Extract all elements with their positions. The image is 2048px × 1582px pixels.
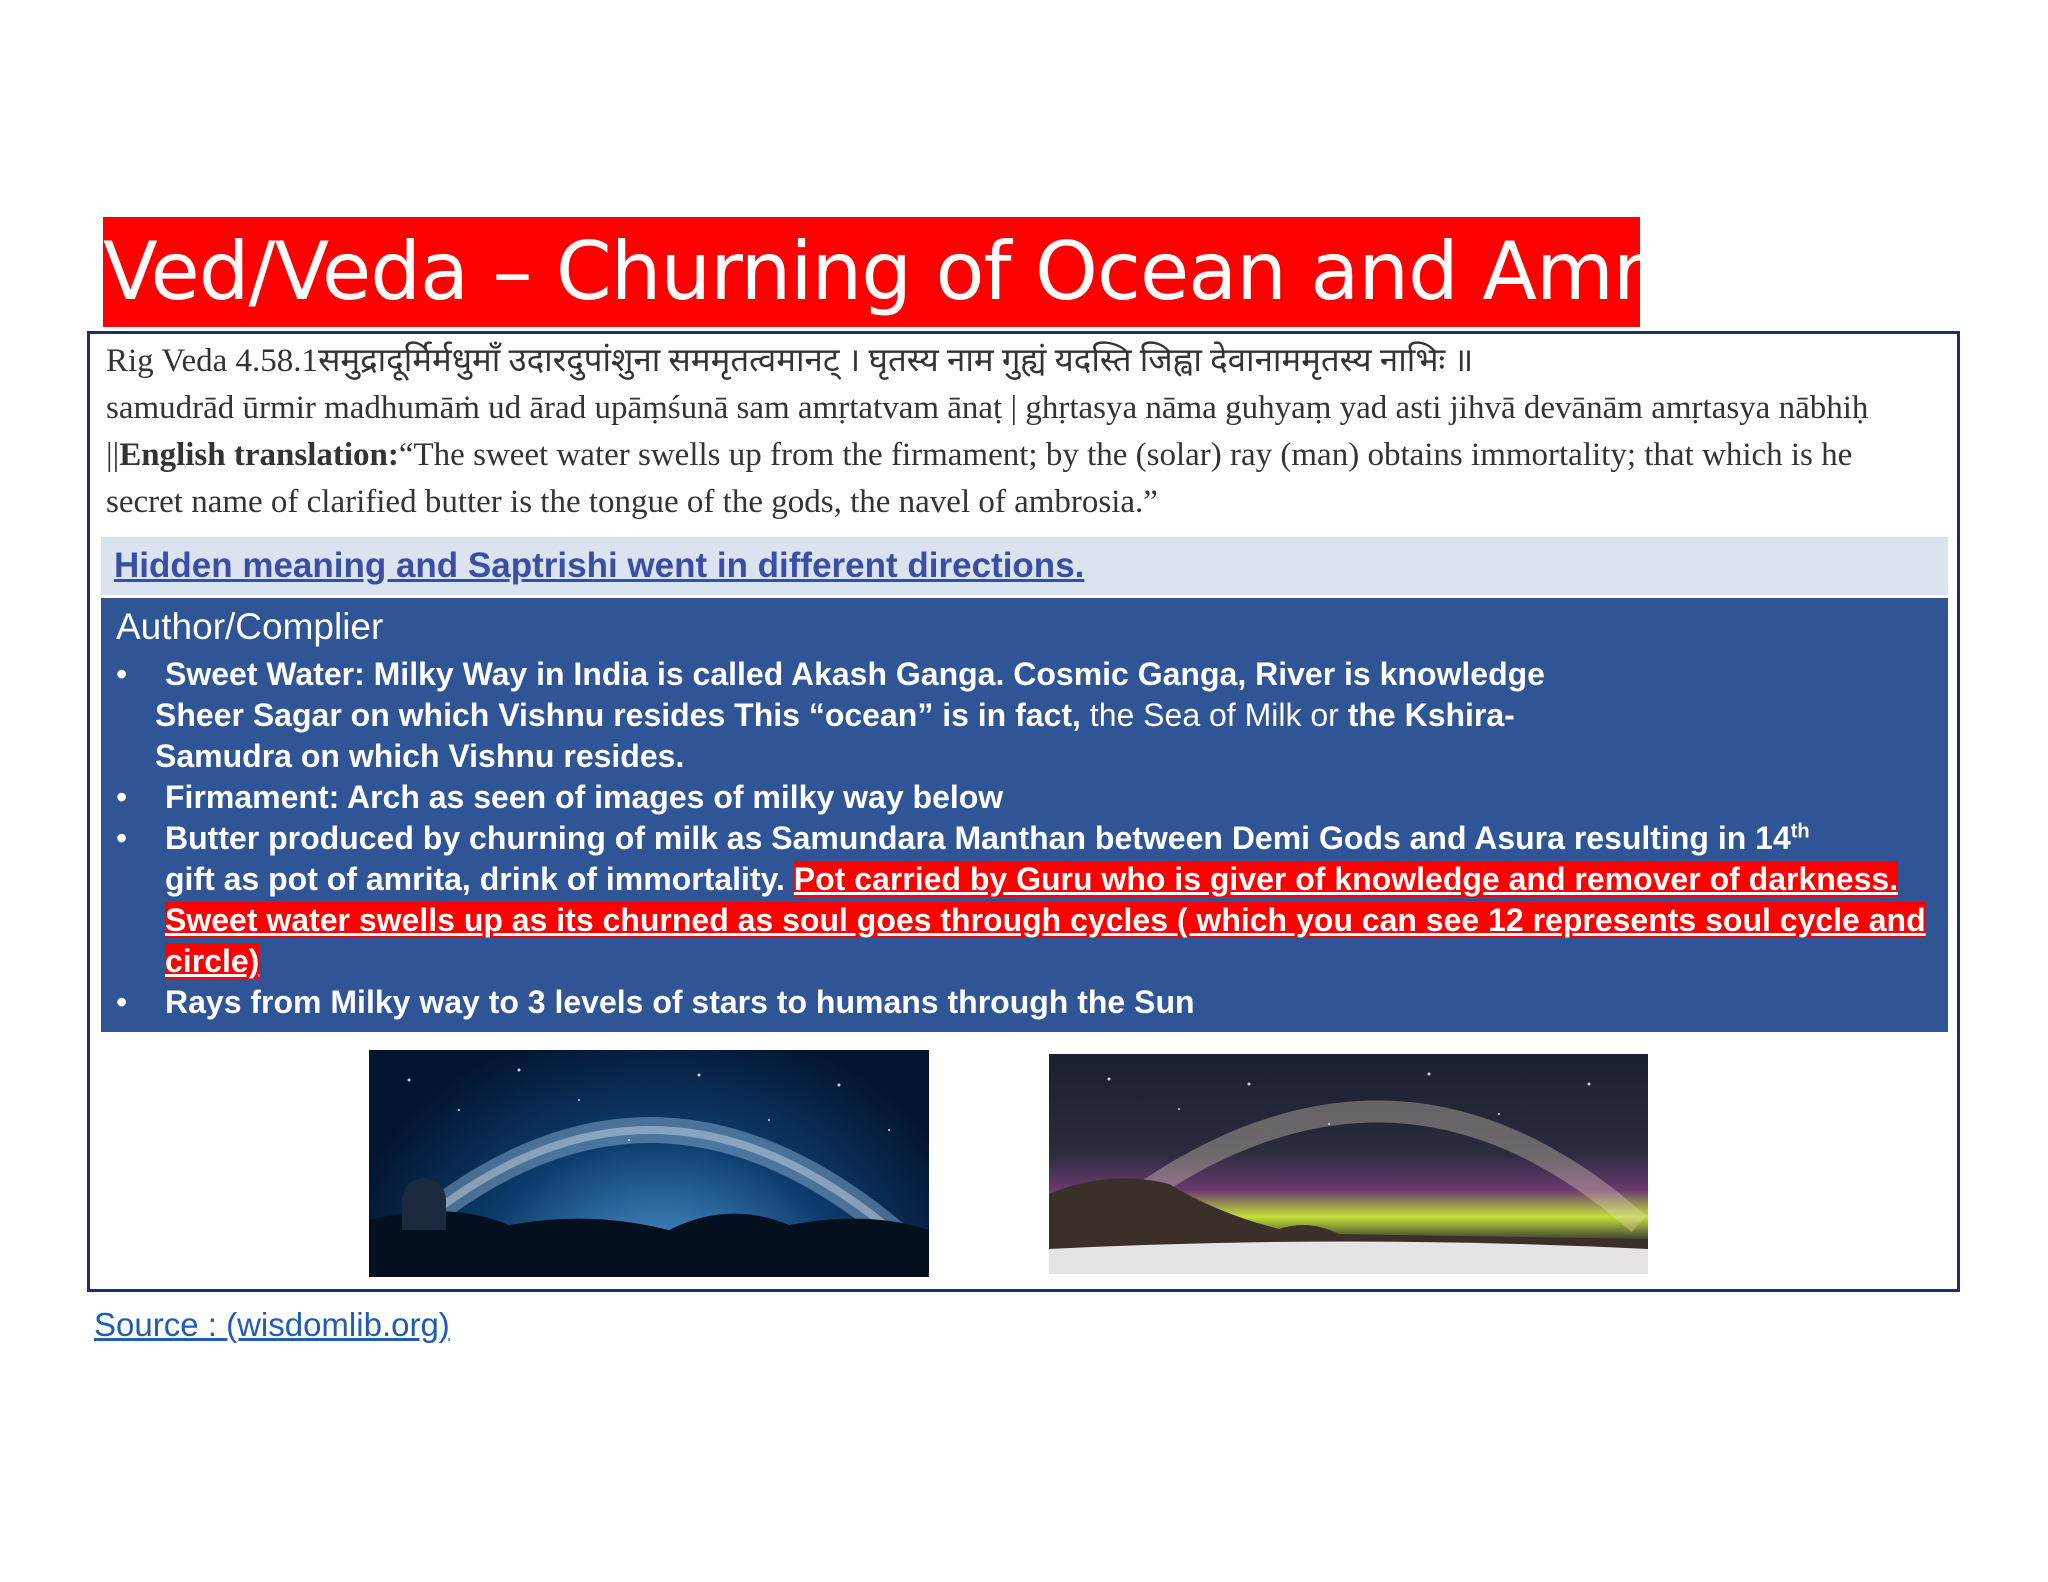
source-link[interactable]: (wisdomlib.org): [226, 1306, 450, 1343]
verse-block: [106, 338, 1936, 526]
bullet-glyph: •: [116, 656, 128, 692]
list-item: [112, 654, 1942, 695]
list-item: [112, 777, 1942, 818]
author-label: Author/Complier: [116, 606, 384, 647]
bullet-1-line2-normal: the Sea of Milk or: [1080, 697, 1348, 733]
bullet-2-text: Firmament: Arch as seen of images of milky way below: [165, 779, 1004, 815]
milky-way-observatory-image: [369, 1050, 929, 1277]
bullet-1-line3: Samudra on which Vishnu resides.: [155, 738, 685, 774]
bullet-3-text: Butter produced by churning of milk as Samundara Manthan between Demi Gods and Asura resulting in 14: [165, 820, 1791, 856]
hidden-meaning-link[interactable]: Hidden meaning and Saptrishi went in different directions.: [114, 546, 1085, 585]
bullet-1-line2-bold2: the Kshira-: [1347, 697, 1515, 733]
translation-text: “The sweet water swells up from the firmament; by the (solar) ray (man) obtains immortality; that which is he secret name of clarified butter is the tongue of the gods, the navel of ambrosia.”: [106, 437, 1853, 520]
bullet-3-superscript: th: [1790, 820, 1810, 843]
list-item: [112, 982, 1942, 1023]
bullet-glyph: •: [116, 779, 128, 815]
bullet-glyph: •: [116, 984, 128, 1020]
verse-transliteration: samudrād ūrmir madhumāṁ ud ārad upāṃśunā sam amṛtatvam ānaṭ | ghṛtasya nāma guhyaṃ yad asti jihvā devānām amṛtasya nābhiḥ ||: [106, 390, 1869, 473]
milky-way-aurora-image: [1049, 1054, 1648, 1274]
bullet-4-text: Rays from Milky way to 3 levels of stars to humans through the Sun: [165, 984, 1195, 1020]
bullet-1-text: Sweet Water: Milky Way in India is called Akash Ganga. Cosmic Ganga, River is knowledge: [165, 656, 1545, 692]
translation-label: English translation:: [119, 437, 399, 473]
bullet-3-line2: gift as pot of amrita, drink of immortality.: [165, 861, 785, 897]
bullet-glyph: •: [116, 820, 128, 856]
source-label: Source :: [94, 1306, 227, 1343]
list-item-continuation: [112, 736, 1942, 777]
bullet-list: [112, 654, 1942, 1023]
source-line: [94, 1306, 450, 1344]
verse-reference: Rig Veda 4.58.1: [106, 343, 319, 379]
list-item: [112, 818, 1942, 982]
list-item-continuation: [112, 695, 1942, 736]
page-title: Ved/Veda – Churning of Ocean and Amrit: [103, 225, 1697, 318]
verse-devanagari: समुद्रादूर्मिर्मधुमाँ उदारदुपांशुना सममृतत्वमानट् । घृतस्य नाम गुह्यं यदस्ति जिह्वा देवानाममृतस्य नाभिः ॥: [318, 343, 1474, 379]
bullet-3-highlight: Pot carried by Guru who is giver of knowledge and remover of darkness. Sweet water swells up as its churned as soul goes through cycles ( which you can see 12 represents soul cycle and circle): [165, 861, 1926, 979]
bullet-1-line2-bold: Sheer Sagar on which Vishnu resides This “ocean” is in fact,: [155, 697, 1081, 733]
